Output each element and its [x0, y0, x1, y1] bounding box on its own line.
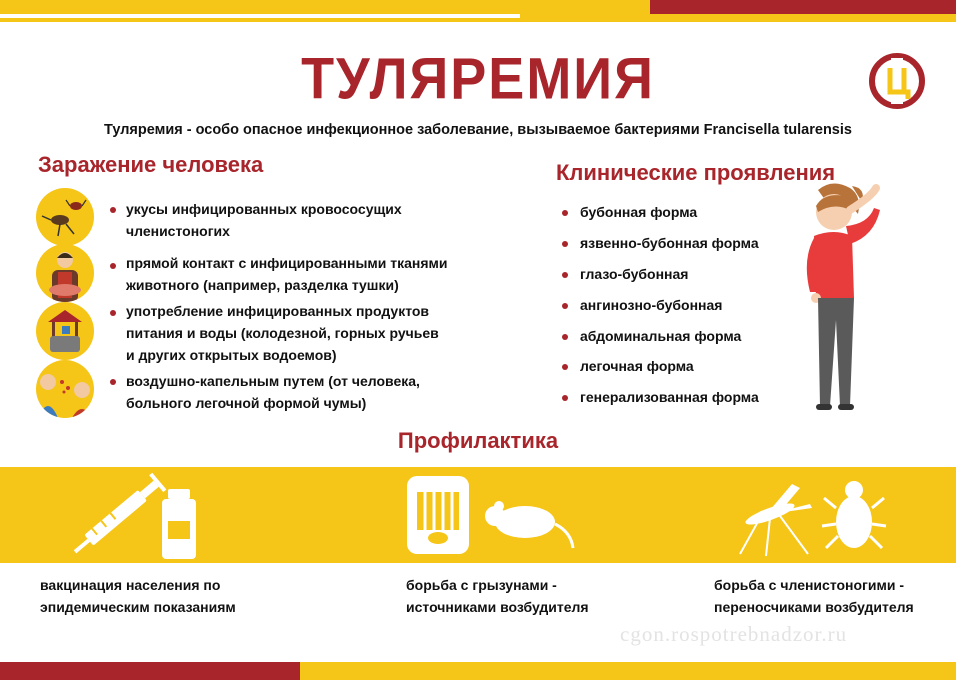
cgon-logo [868, 52, 926, 110]
sick-woman-illustration [788, 180, 898, 412]
well-icon [36, 302, 94, 360]
prevention-item-rodents: борьба с грызунами - источниками возбудителя [406, 577, 589, 615]
bottom-stripe-red [0, 662, 300, 680]
top-stripe-yellow [0, 0, 700, 14]
top-stripe-yellow-right [520, 14, 956, 22]
top-stripe-red [650, 0, 956, 14]
watermark-url: cgon.rospotrebnadzor.ru [620, 622, 848, 646]
prevention-item-vaccination: вакцинация населения по эпидемическим показаниям [40, 577, 236, 615]
infection-heading: Заражение человека [38, 152, 264, 177]
butcher-icon [36, 244, 94, 302]
mosquito-louse-icon [730, 474, 890, 558]
clinical-heading: Клинические проявления [556, 160, 836, 185]
prevention-heading: Профилактика [397, 428, 559, 453]
page-subtitle: Туляремия - особо опасное инфекционное заболевание, вызываемое бактериями Francisella tularensis [104, 122, 852, 138]
syringe-vaccine-icon [60, 467, 210, 563]
rodent-trap-icon [405, 474, 575, 558]
prevention-item-arthropods: борьба с членистоногими - переносчиками возбудителя [714, 577, 914, 615]
sneezing-people-icon [36, 360, 94, 418]
mosquito-tick-icon [36, 188, 94, 246]
top-stripe-thin [0, 18, 560, 22]
page-title: ТУЛЯРЕМИЯ [301, 46, 655, 112]
